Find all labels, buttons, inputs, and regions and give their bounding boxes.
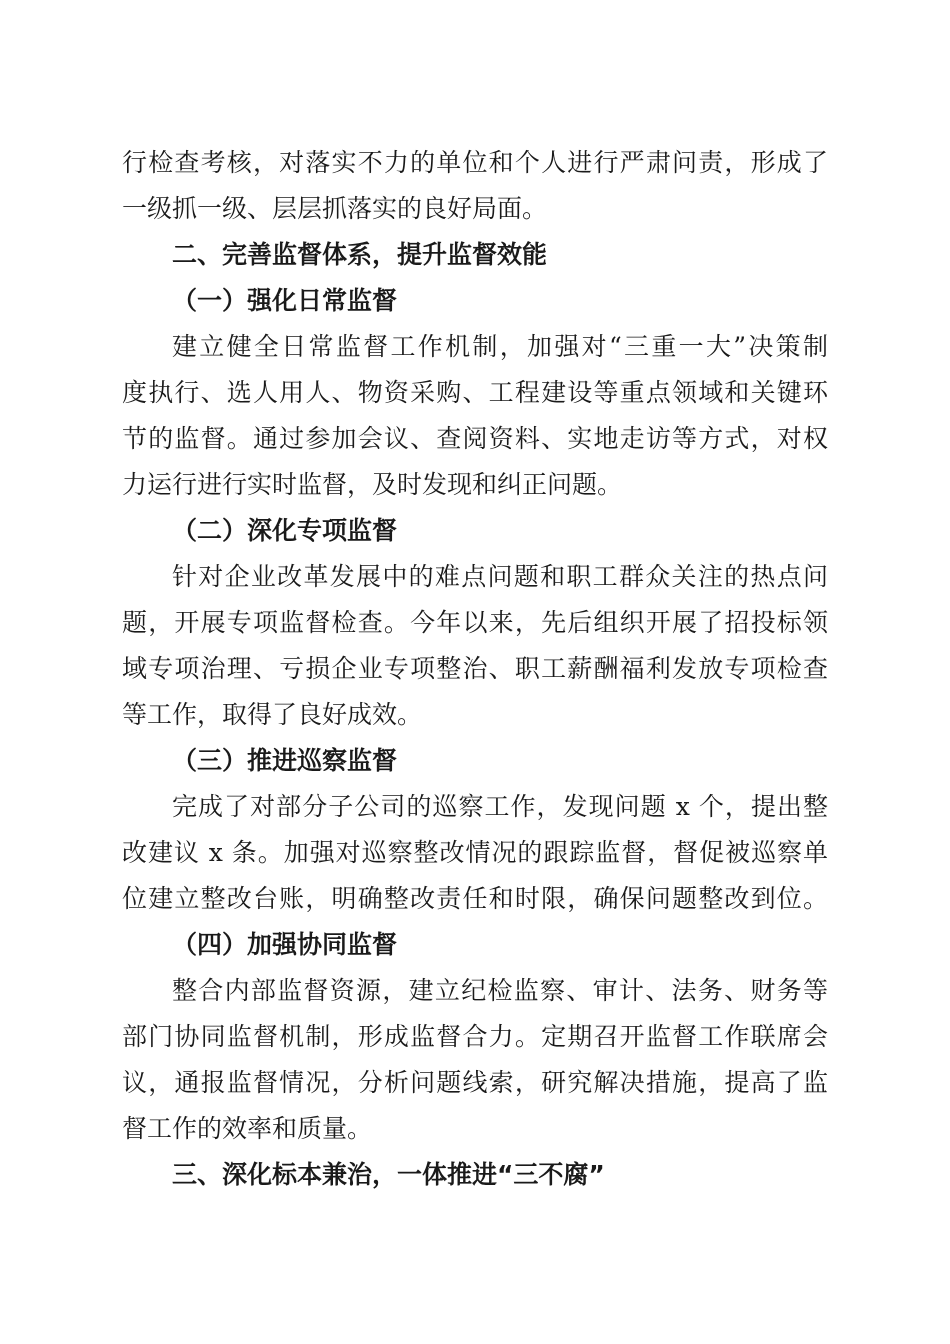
body-line: 力运行进行实时监督，及时发现和纠正问题。 [122, 470, 623, 499]
body-line: 域专项治理、亏损企业专项整治、职工薪酬福利发放专项检查 [122, 654, 828, 683]
body-line: 针对企业改革发展中的难点问题和职工群众关注的热点问 [172, 562, 828, 591]
body-line: 建立健全日常监督工作机制，加强对“三重一大”决策制 [172, 332, 828, 361]
section-heading-3: 三、深化标本兼治，一体推进“三不腐” [172, 1160, 605, 1189]
body-line: 度执行、选人用人、物资采购、工程建设等重点领域和关键环 [122, 378, 828, 407]
body-line: 完成了对部分子公司的巡察工作，发现问题 x 个，提出整 [172, 792, 828, 821]
body-line: 议，通报监督情况，分析问题线索，研究解决措施，提高了监 [122, 1068, 828, 1097]
section-heading-2: 二、完善监督体系，提升监督效能 [172, 240, 548, 269]
body-line: 题，开展专项监督检查。今年以来，先后组织开展了招投标领 [122, 608, 828, 637]
subsection-title-1: （一）强化日常监督 [172, 286, 398, 315]
body-line: 督工作的效率和质量。 [122, 1114, 373, 1143]
subsection-title-4: （四）加强协同监督 [172, 930, 398, 959]
body-line: 节的监督。通过参加会议、查阅资料、实地走访等方式，对权 [122, 424, 828, 453]
body-line: 一级抓一级、层层抓落实的良好局面。 [122, 194, 548, 223]
body-line: 改建议 x 条。加强对巡察整改情况的跟踪监督，督促被巡察单 [122, 838, 828, 867]
body-line: 部门协同监督机制，形成监督合力。定期召开监督工作联席会 [122, 1022, 828, 1051]
body-line: 行检查考核，对落实不力的单位和个人进行严肃问责，形成了 [122, 148, 828, 177]
body-line: 等工作，取得了良好成效。 [122, 700, 423, 729]
body-line: 位建立整改台账，明确整改责任和时限，确保问题整改到位。 [122, 884, 828, 913]
subsection-title-2: （二）深化专项监督 [172, 516, 398, 545]
subsection-title-3: （三）推进巡察监督 [172, 746, 398, 775]
body-line: 整合内部监督资源，建立纪检监察、审计、法务、财务等 [172, 976, 828, 1005]
